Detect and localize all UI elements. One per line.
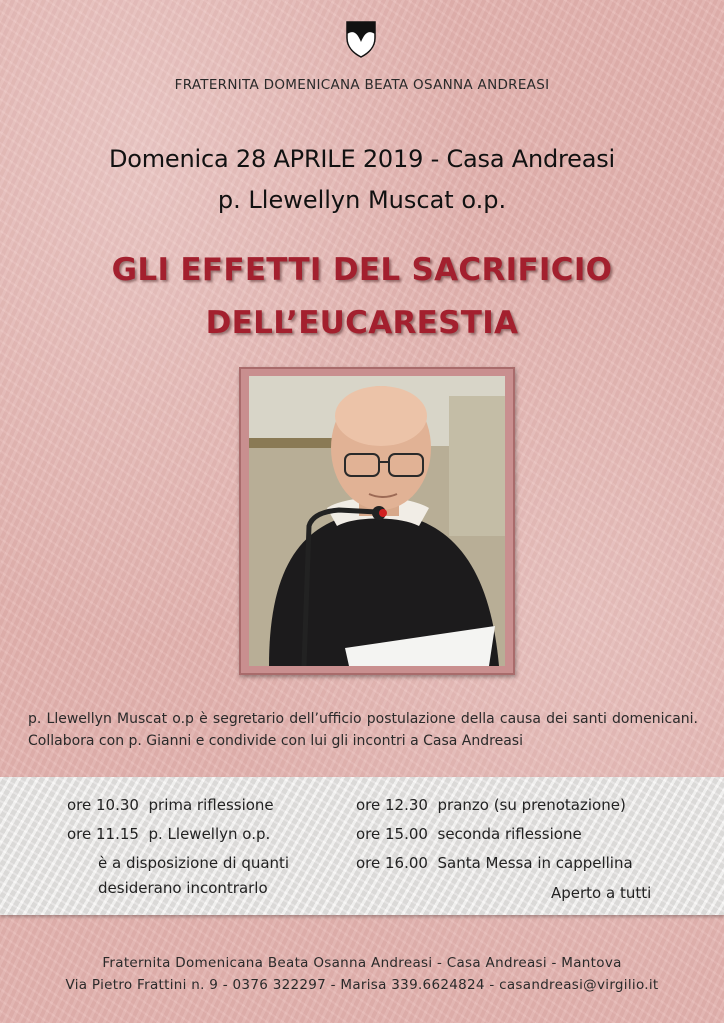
organization-name: FRATERNITA DOMENICANA BEATA OSANNA ANDREASI	[174, 77, 550, 93]
schedule-activity: Santa Messa in cappellina	[437, 854, 633, 872]
schedule-time: ore 11.15	[67, 825, 139, 843]
schedule-time: ore 12.30	[356, 796, 428, 814]
footer-address-line: Fraternita Domenicana Beata Osanna Andreasi - Casa Andreasi - Mantova	[102, 955, 622, 971]
schedule-item	[356, 854, 633, 872]
speaker-portrait	[249, 376, 505, 666]
speaker-line: p. Llewellyn Muscat o.p.	[217, 186, 507, 214]
schedule-time: ore 16.00	[356, 854, 428, 872]
schedule-time: ore 10.30	[67, 796, 139, 814]
schedule-activity: seconda riflessione	[437, 825, 582, 843]
speaker-bio: p. Llewellyn Muscat o.p è segretario dell’ufficio postulazione della causa dei santi domenicani. Collabora con p. Gianni e condivide con lui gli incontri a Casa Andreasi	[28, 711, 698, 749]
schedule-item	[67, 796, 274, 814]
schedule-note-line-1: è a disposizione di quanti	[98, 854, 290, 872]
footer-contact-line: Via Pietro Frattini n. 9 - 0376 322297 - Marisa 339.6624824 - casandreasi@virgilio.it	[65, 977, 659, 993]
open-to-all-note: Aperto a tutti	[551, 884, 652, 902]
schedule-note-line-2: desiderano incontrarlo	[98, 879, 268, 897]
event-date-line: Domenica 28 APRILE 2019 - Casa Andreasi	[108, 145, 616, 173]
speaker-photo-frame	[239, 367, 515, 675]
schedule-activity: p. Llewellyn o.p.	[148, 825, 271, 843]
schedule-item	[356, 825, 582, 843]
dominican-shield-icon	[345, 20, 377, 58]
event-title-line-1: GLI EFFETTI DEL SACRIFICIO	[111, 252, 613, 288]
schedule-activity: prima riflessione	[148, 796, 274, 814]
event-title-line-2: DELL’EUCARESTIA	[205, 305, 519, 341]
schedule-time: ore 15.00	[356, 825, 428, 843]
schedule-activity: pranzo (su prenotazione)	[437, 796, 626, 814]
schedule-item	[67, 825, 270, 843]
schedule-item	[356, 796, 626, 814]
